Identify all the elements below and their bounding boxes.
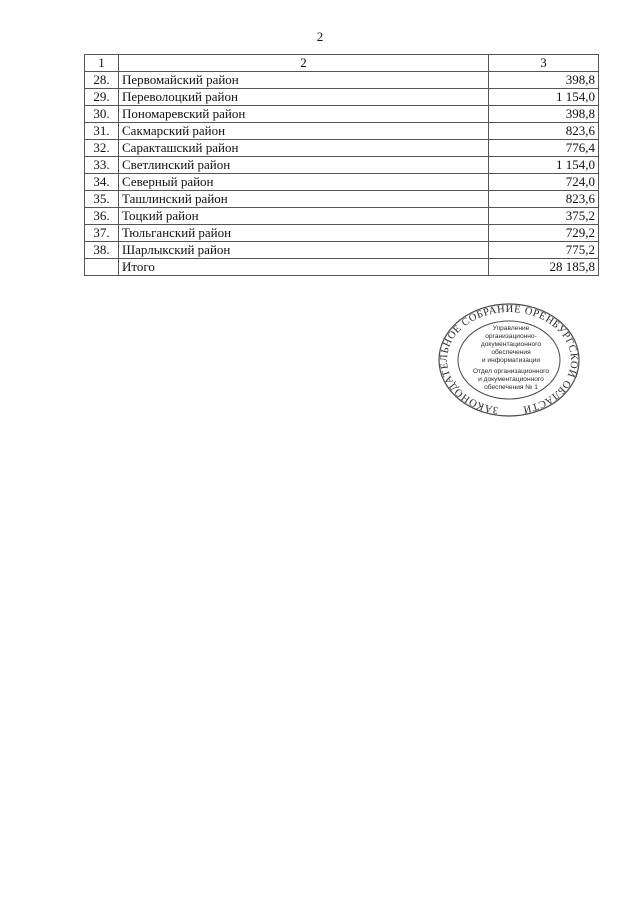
- column-header: 1: [85, 55, 119, 72]
- table-row: [85, 72, 599, 89]
- table-header-row: [85, 55, 599, 72]
- district-name: Тюльганский район: [119, 225, 489, 242]
- district-name: Шарлыкский район: [119, 242, 489, 259]
- table-row: [85, 140, 599, 157]
- table-row: [85, 174, 599, 191]
- district-name: Сакмарский район: [119, 123, 489, 140]
- district-name: Тоцкий район: [119, 208, 489, 225]
- district-value: 823,6: [489, 191, 599, 208]
- stamp-line: Отдел организационного: [472, 368, 550, 375]
- row-number: 34.: [85, 174, 119, 191]
- page-number: 2: [316, 29, 324, 44]
- district-name: Северный район: [119, 174, 489, 191]
- district-name: Первомайский район: [119, 72, 489, 89]
- total-empty-cell: [85, 259, 119, 276]
- column-header: 3: [489, 55, 599, 72]
- district-name: Пономаревский район: [119, 106, 489, 123]
- district-value: 823,6: [489, 123, 599, 140]
- district-value: 775,2: [489, 242, 599, 259]
- table-row: [85, 242, 599, 259]
- row-number: 38.: [85, 242, 119, 259]
- stamp-icon: [432, 298, 586, 422]
- row-number: 37.: [85, 225, 119, 242]
- row-number: 30.: [85, 106, 119, 123]
- row-number: 31.: [85, 123, 119, 140]
- total-label: Итого: [119, 259, 489, 276]
- row-number: 35.: [85, 191, 119, 208]
- district-name: Ташлинский район: [119, 191, 489, 208]
- column-header: 2: [119, 55, 489, 72]
- district-name: Переволоцкий район: [119, 89, 489, 106]
- official-stamp: [432, 298, 586, 422]
- table-row: [85, 123, 599, 140]
- stamp-ring-text: ЗАКОНОДАТЕЛЬНОЕ СОБРАНИЕ ОРЕНБУРГСКОЙ ОБЛАСТИ: [438, 303, 580, 416]
- stamp-line: организационно-: [485, 333, 537, 340]
- district-value: 375,2: [489, 208, 599, 225]
- table-row: [85, 157, 599, 174]
- stamp-line: Управление: [492, 325, 530, 332]
- table-row: [85, 191, 599, 208]
- district-name: Светлинский район: [119, 157, 489, 174]
- row-number: 36.: [85, 208, 119, 225]
- stamp-line: обеспечения: [491, 349, 531, 356]
- stamp-line: и информатизации: [481, 357, 541, 364]
- district-value: 398,8: [489, 106, 599, 123]
- stamp-line: и документационного: [478, 376, 544, 383]
- stamp-line: документационного: [480, 341, 542, 348]
- stamp-line: обеспечения № 1: [484, 384, 538, 391]
- district-value: 729,2: [489, 225, 599, 242]
- district-value: 724,0: [489, 174, 599, 191]
- district-value: 1 154,0: [489, 157, 599, 174]
- district-table: [84, 54, 599, 276]
- table-row: [85, 225, 599, 242]
- district-value: 398,8: [489, 72, 599, 89]
- row-number: 32.: [85, 140, 119, 157]
- row-number: 29.: [85, 89, 119, 106]
- total-value: 28 185,8: [489, 259, 599, 276]
- district-value: 776,4: [489, 140, 599, 157]
- row-number: 28.: [85, 72, 119, 89]
- table-row: [85, 208, 599, 225]
- row-number: 33.: [85, 157, 119, 174]
- district-value: 1 154,0: [489, 89, 599, 106]
- district-name: Саракташский район: [119, 140, 489, 157]
- table-row: [85, 89, 599, 106]
- table-row: [85, 106, 599, 123]
- table-total-row: [85, 259, 599, 276]
